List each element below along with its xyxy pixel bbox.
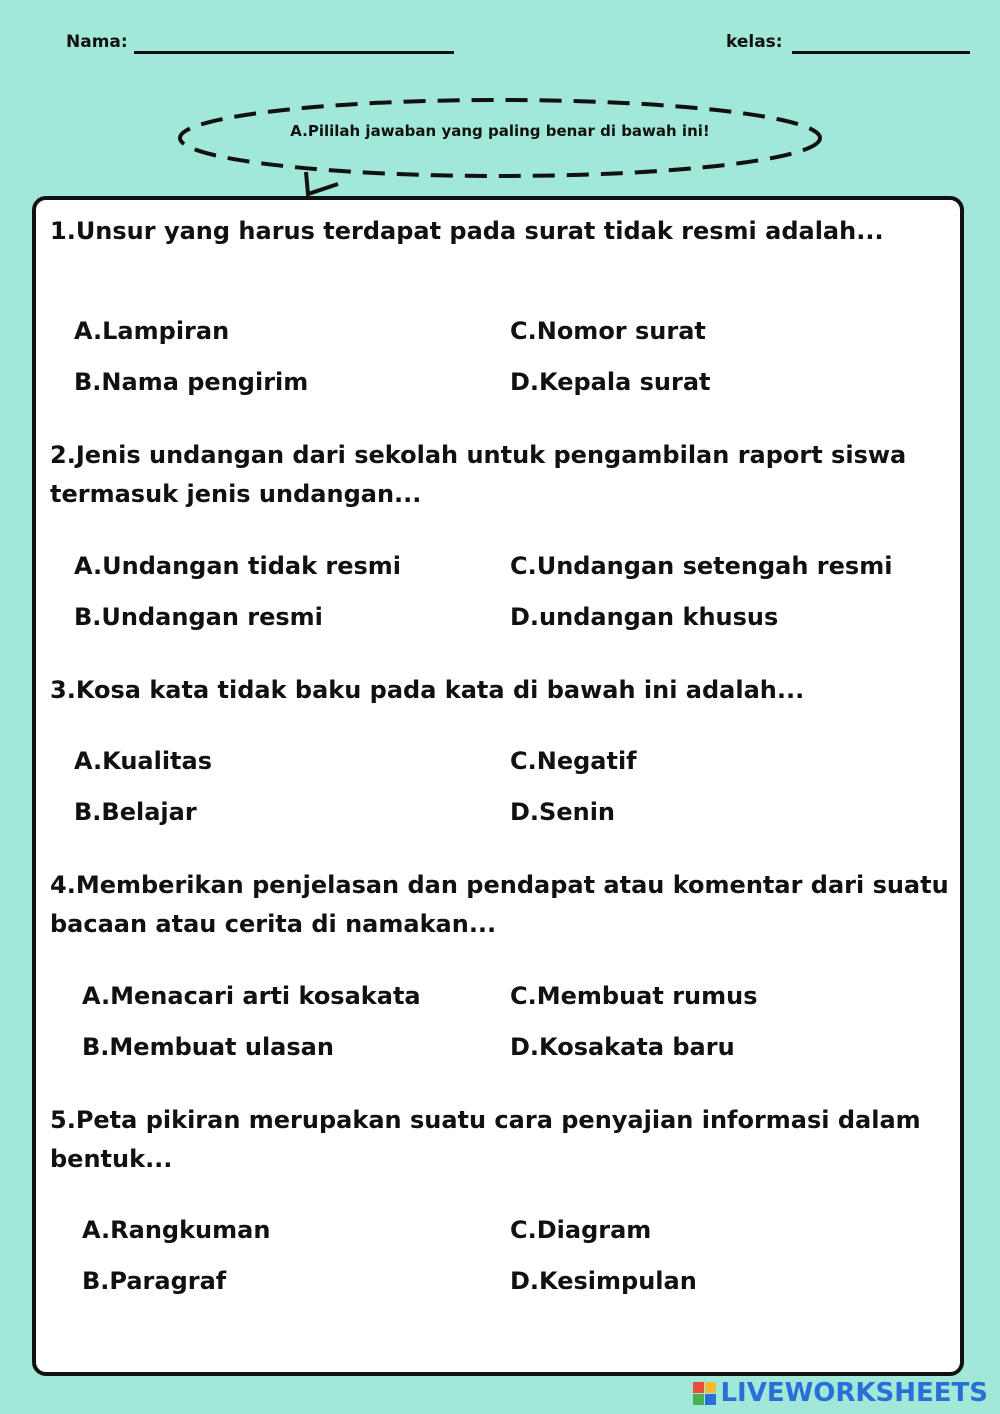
option-4d[interactable]: D.Kosakata baru (510, 1033, 735, 1061)
option-1b[interactable]: B.Nama pengirim (74, 368, 309, 396)
option-4a[interactable]: A.Menacari arti kosakata (82, 982, 421, 1010)
option-5b[interactable]: B.Paragraf (82, 1267, 227, 1295)
option-2c[interactable]: C.Undangan setengah resmi (510, 552, 893, 580)
option-3d[interactable]: D.Senin (510, 798, 615, 826)
option-1a[interactable]: A.Lampiran (74, 317, 230, 345)
option-2a[interactable]: A.Undangan tidak resmi (74, 552, 402, 580)
question-4: 4.Memberikan penjelasan dan pendapat atau komentar dari suatu bacaan atau cerita di namakan... (50, 871, 949, 938)
question-2: 2.Jenis undangan dari sekolah untuk pengambilan raport siswa termasuk jenis undangan... (50, 441, 907, 508)
name-label: Nama: (66, 32, 128, 52)
option-3b[interactable]: B.Belajar (74, 798, 197, 826)
option-5a[interactable]: A.Rangkuman (82, 1216, 271, 1244)
option-4b[interactable]: B.Membuat ulasan (82, 1033, 334, 1061)
option-5d[interactable]: D.Kesimpulan (510, 1267, 697, 1295)
instruction-text: A.Pililah jawaban yang paling benar di bawah ini! (290, 122, 710, 140)
option-5c[interactable]: C.Diagram (510, 1216, 652, 1244)
option-2b[interactable]: B.Undangan resmi (74, 603, 323, 631)
option-2d[interactable]: D.undangan khusus (510, 603, 779, 631)
option-4c[interactable]: C.Membuat rumus (510, 982, 758, 1010)
class-label: kelas: (726, 32, 783, 52)
instruction-bubble (0, 0, 1000, 200)
liveworksheets-watermark (693, 1378, 988, 1408)
liveworksheets-logo-icon (693, 1382, 716, 1405)
question-3: 3.Kosa kata tidak baku pada kata di bawah ini adalah... (50, 676, 805, 704)
question-1: 1.Unsur yang harus terdapat pada surat tidak resmi adalah... (50, 217, 884, 245)
question-5: 5.Peta pikiran merupakan suatu cara penyajian informasi dalam bentuk... (50, 1106, 921, 1173)
watermark-text: LIVEWORKSHEETS (720, 1378, 988, 1408)
option-1c[interactable]: C.Nomor surat (510, 317, 706, 345)
option-3c[interactable]: C.Negatif (510, 747, 637, 775)
option-1d[interactable]: D.Kepala surat (510, 368, 711, 396)
question-panel (32, 196, 964, 1376)
option-3a[interactable]: A.Kualitas (74, 747, 212, 775)
